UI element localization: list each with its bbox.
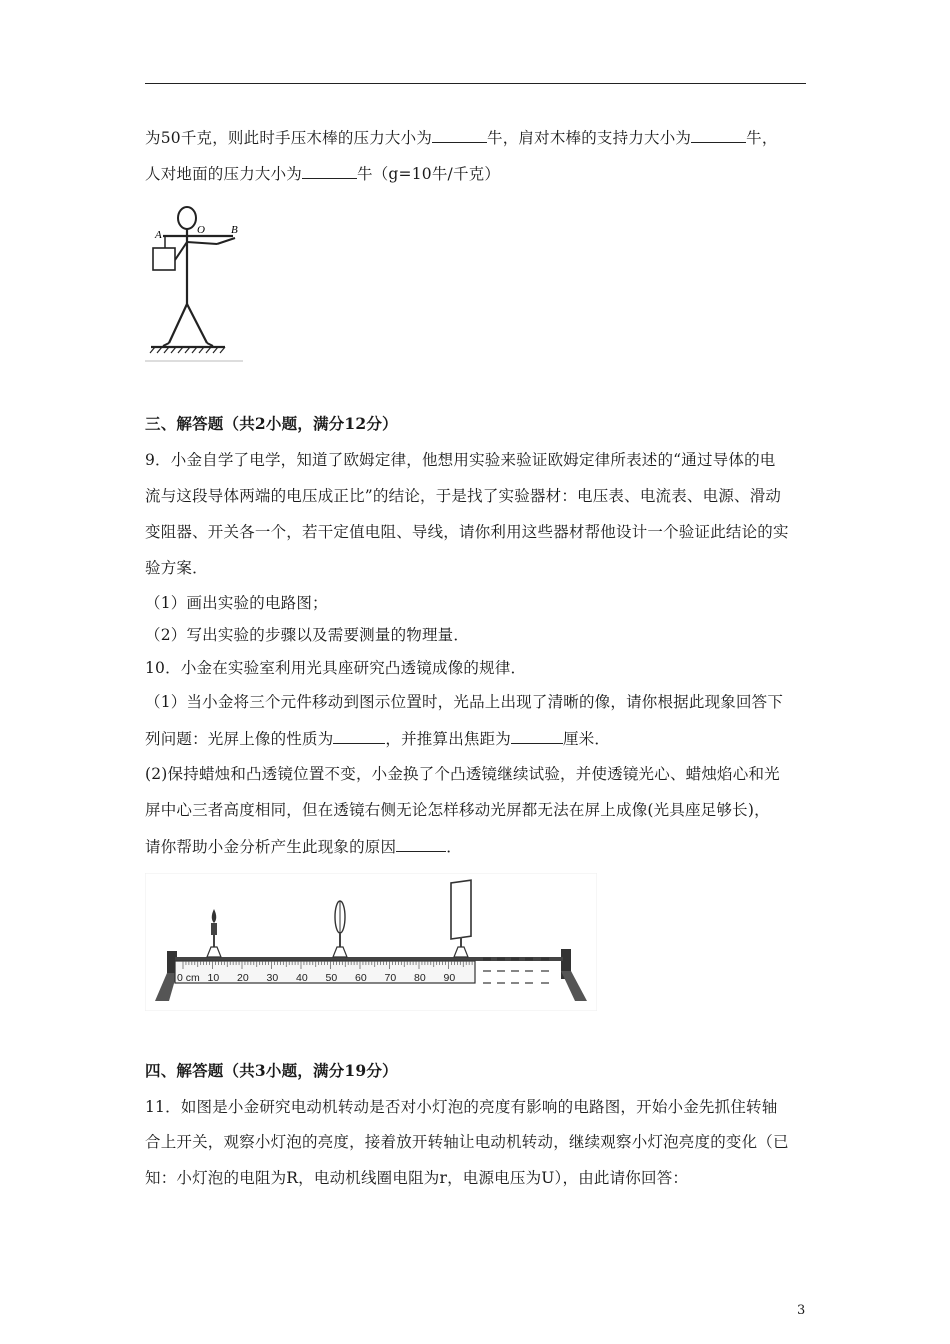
weight-box: [153, 248, 175, 270]
answer-blank[interactable]: [432, 128, 487, 143]
ruler-tick-label: 10: [207, 972, 220, 984]
q8-text: 牛（g=10牛/千克）: [357, 165, 501, 183]
section-4-heading: 四、解答题（共3小题，满分19分）: [145, 1061, 398, 1080]
q10-text: ．: [446, 838, 462, 856]
q8-text: 牛，: [746, 129, 778, 147]
q8-text: 牛，肩对木棒的支持力大小为: [487, 129, 692, 147]
q11-line-3: 知：小灯泡的电阻为R，电动机线圈电阻为r，电源电压为U），由此请你回答：: [145, 1169, 689, 1187]
ruler-tick-label: 40: [296, 972, 308, 984]
q10-text: 列问题：光屏上像的性质为: [145, 730, 334, 748]
ruler-tick-label: 50: [325, 972, 338, 984]
lever-figure: [145, 200, 245, 362]
q10-text: 请你帮助小金分析产生此现象的原因: [145, 838, 397, 856]
q9-line-3: 变阻器、开关各一个，若干定值电阻、导线，请你利用这些器材帮他设计一个验证此结论的实: [145, 523, 789, 541]
ruler-tick-label: 70: [384, 972, 397, 984]
header-rule: [145, 83, 806, 84]
ruler-tick-label: 80: [414, 972, 426, 984]
q10-part2-line-3: [145, 836, 462, 858]
ruler-tick-label: 0 cm: [177, 972, 200, 984]
q8-line-1: [145, 127, 778, 149]
q9-line-4: 验方案．: [145, 559, 208, 577]
q11-line-2: 合上开关，观察小灯泡的亮度，接着放开转轴让电动机转动，继续观察小灯泡亮度的变化（已: [145, 1133, 789, 1151]
ruler-tick-label: 90: [443, 972, 456, 984]
q10-line-1: 10．小金在实验室利用光具座研究凸透镜成像的规律．: [145, 659, 527, 677]
q10-text: 厘米．: [563, 730, 611, 748]
answer-blank[interactable]: [333, 729, 385, 744]
answer-blank[interactable]: [396, 837, 446, 852]
answer-blank[interactable]: [691, 128, 746, 143]
section-3-heading: 三、解答题（共2小题，满分12分）: [145, 414, 398, 433]
ruler-tick-label: 30: [266, 972, 279, 984]
q8-text: 为50千克，则此时手压木棒的压力大小为: [145, 129, 433, 147]
q10-part2-line-1: (2)保持蜡烛和凸透镜位置不变，小金换了个凸透镜继续试验，并使透镜光心、蜡烛焰心和光: [145, 765, 780, 783]
label-a: A: [155, 229, 162, 241]
q10-part1-line-2: [145, 728, 610, 750]
q8-line-2: [145, 163, 500, 185]
ruler-tick-label: 60: [355, 972, 367, 984]
q10-part1-line-1: （1）当小金将三个元件移动到图示位置时，光品上出现了清晰的像，请你根据此现象回答下: [145, 693, 784, 711]
q9-sub-2: （2）写出实验的步骤以及需要测量的物理量．: [145, 626, 470, 644]
q11-line-1: 11．如图是小金研究电动机转动是否对小灯泡的亮度有影响的电路图，开始小金先抓住转轴: [145, 1098, 778, 1116]
optical-bench-figure: [145, 873, 597, 1011]
label-b: B: [231, 224, 238, 236]
q9-line-2: 流与这段导体两端的电压成正比”的结论，于是找了实验器材：电压表、电流表、电源、滑动: [145, 487, 782, 505]
answer-blank[interactable]: [511, 729, 563, 744]
q8-text: 人对地面的压力大小为: [145, 165, 303, 183]
q10-part2-line-2: 屏中心三者高度相同，但在透镜右侧无论怎样移动光屏都无法在屏上成像(光具座足够长)，: [145, 801, 770, 819]
q10-text: ，并推算出焦距为: [385, 730, 512, 748]
ruler-tick-label: 20: [237, 972, 249, 984]
label-o: O: [197, 224, 205, 236]
answer-blank[interactable]: [302, 164, 357, 179]
page-number: 3: [797, 1303, 806, 1318]
q9-line-1: 9．小金自学了电学，知道了欧姆定律，他想用实验来验证欧姆定律所表述的“通过导体的电: [145, 451, 776, 469]
q9-sub-1: （1）画出实验的电路图；: [145, 594, 328, 612]
